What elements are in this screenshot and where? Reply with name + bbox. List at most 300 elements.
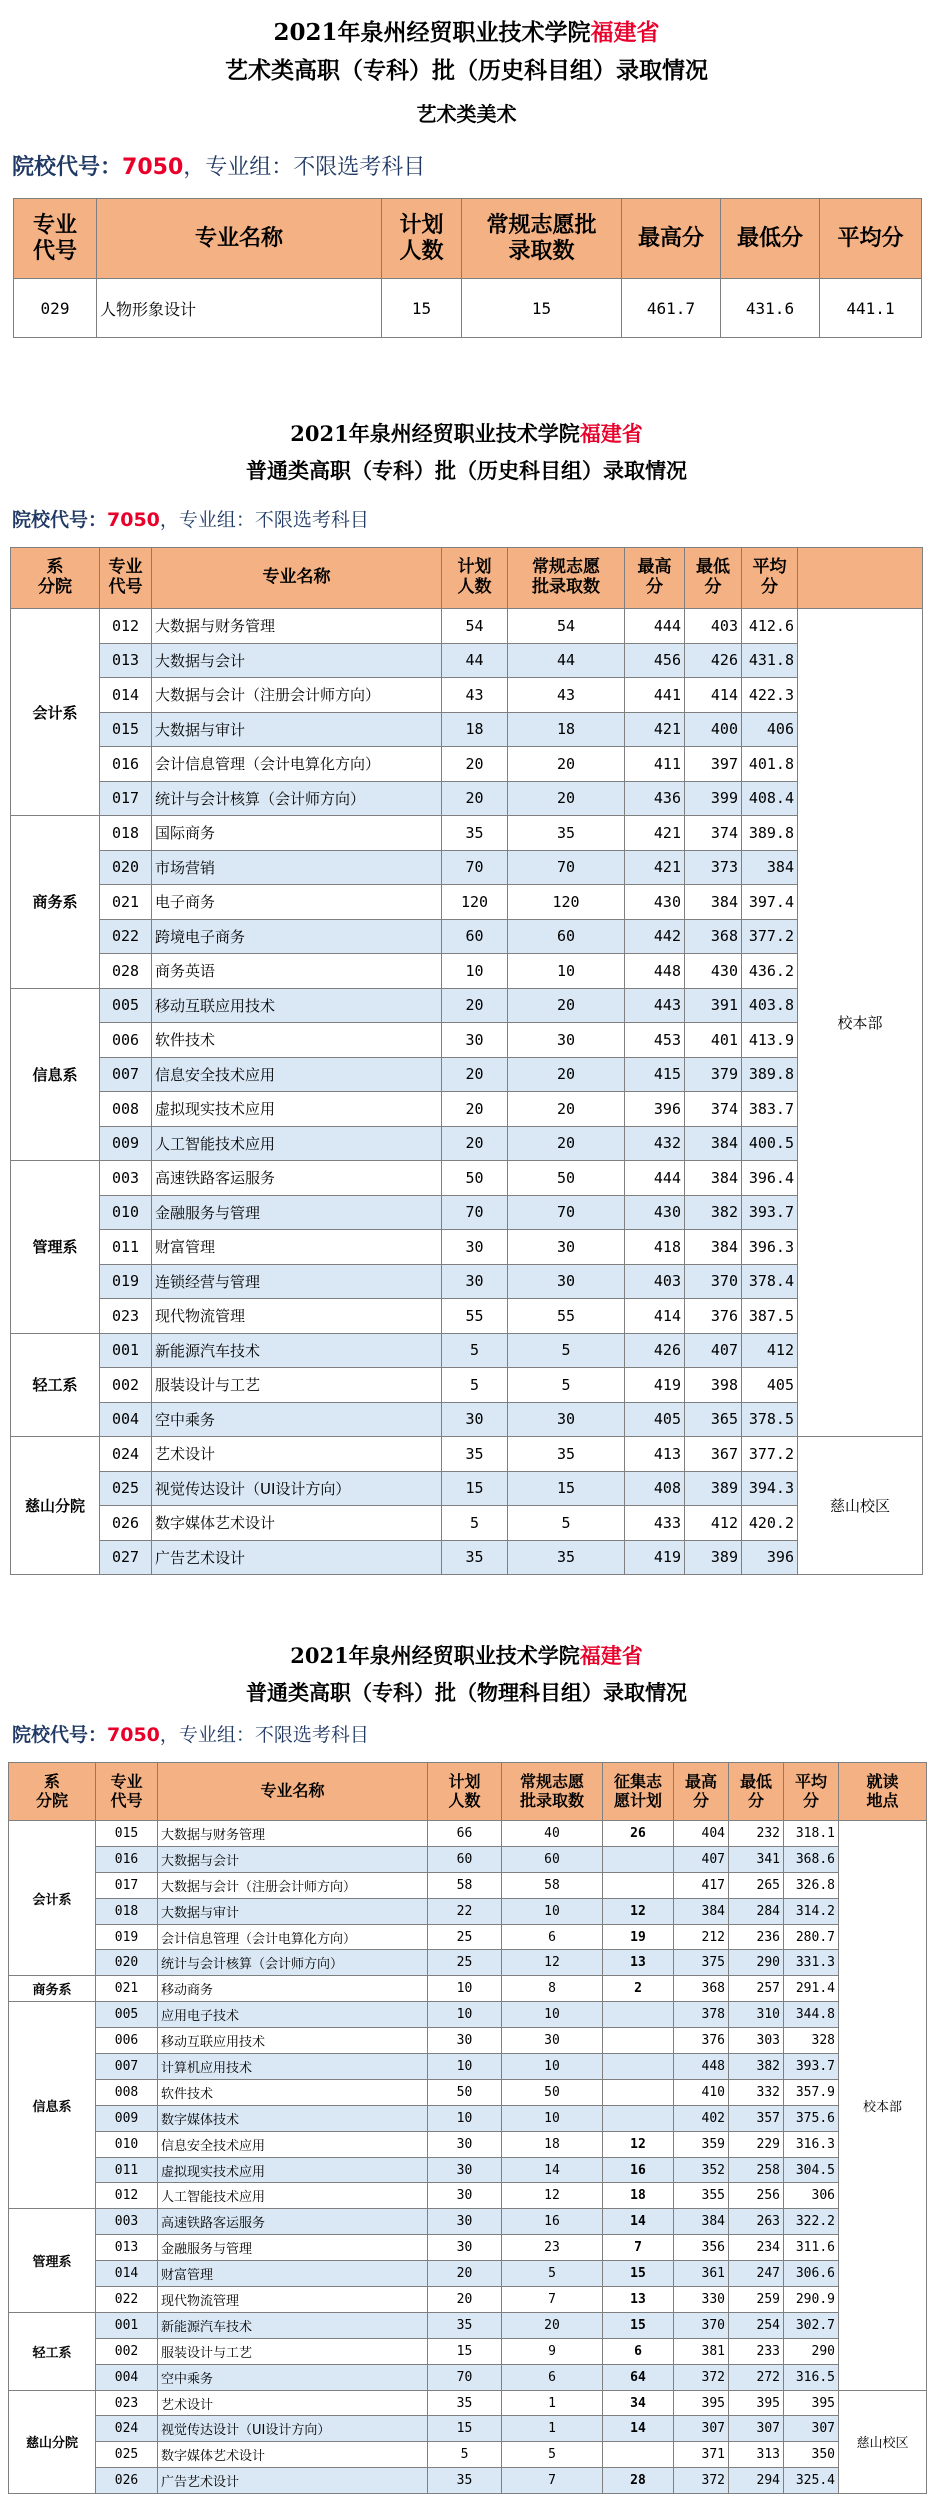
table-cell: 384	[674, 1898, 729, 1924]
table-cell: 018	[100, 816, 152, 851]
table-cell: 人物形象设计	[97, 279, 382, 338]
table-cell: 025	[100, 1471, 152, 1506]
column-header: 最高 分	[625, 548, 685, 609]
table-cell: 60	[442, 919, 508, 954]
table-cell: 23	[502, 2235, 603, 2261]
table-cell: 395	[784, 2390, 839, 2416]
table-cell: 连锁经营与管理	[152, 1264, 442, 1299]
table-cell: 1	[502, 2416, 603, 2442]
table-cell: 005	[100, 988, 152, 1023]
table-cell: 008	[96, 2079, 158, 2105]
table-cell: 移动商务	[158, 1976, 428, 2002]
table-cell: 35	[442, 816, 508, 851]
table-cell: 444	[625, 609, 685, 644]
table-cell: 002	[96, 2338, 158, 2364]
table-cell: 212	[674, 1924, 729, 1950]
table-cell: 389.8	[742, 1057, 798, 1092]
table-cell: 30	[508, 1230, 625, 1265]
table-cell: 025	[96, 2442, 158, 2468]
table-cell: 14	[502, 2157, 603, 2183]
table-row	[11, 678, 923, 713]
table-cell: 30	[428, 2028, 502, 2054]
table-cell: 14	[603, 2209, 674, 2235]
table-cell: 30	[428, 2209, 502, 2235]
table-row	[9, 2105, 927, 2131]
table-row	[9, 2131, 927, 2157]
table-cell: 44	[442, 643, 508, 678]
table-cell: 404	[674, 1821, 729, 1847]
table-cell: 016	[96, 1846, 158, 1872]
table-cell	[603, 2105, 674, 2131]
table-cell: 436.2	[742, 954, 798, 989]
table-cell: 256	[729, 2183, 784, 2209]
table-cell: 015	[100, 712, 152, 747]
table-cell: 407	[674, 1846, 729, 1872]
dept-cell: 商务系	[9, 1976, 96, 2002]
table-cell: 广告艺术设计	[152, 1540, 442, 1575]
table-cell: 406	[742, 712, 798, 747]
table-cell: 007	[96, 2054, 158, 2080]
table-cell: 393.7	[742, 1195, 798, 1230]
table-cell: 310	[729, 2002, 784, 2028]
table-cell: 384	[685, 1126, 742, 1161]
table-cell: 008	[100, 1092, 152, 1127]
table-cell: 236	[729, 1924, 784, 1950]
table-cell: 294	[729, 2468, 784, 2494]
table-cell: 统计与会计核算（会计师方向）	[158, 1950, 428, 1976]
table-row	[11, 1057, 923, 1092]
table-cell: 258	[729, 2157, 784, 2183]
table-cell: 市场营销	[152, 850, 442, 885]
table-cell: 370	[674, 2312, 729, 2338]
table-cell: 405	[625, 1402, 685, 1437]
column-header: 最高分	[622, 199, 721, 279]
table-row	[11, 609, 923, 644]
table-row	[9, 1872, 927, 1898]
table-cell: 大数据与审计	[158, 1898, 428, 1924]
table-cell: 232	[729, 1821, 784, 1847]
table-cell: 信息安全技术应用	[152, 1057, 442, 1092]
table-cell: 311.6	[784, 2235, 839, 2261]
table-cell: 移动互联应用技术	[152, 988, 442, 1023]
table-cell: 247	[729, 2261, 784, 2287]
table-cell: 350	[784, 2442, 839, 2468]
table-cell: 10	[428, 1976, 502, 2002]
table-cell: 367	[685, 1437, 742, 1472]
table-cell: 421	[625, 816, 685, 851]
campus-cell: 慈山校区	[798, 1437, 923, 1575]
table-cell: 004	[96, 2364, 158, 2390]
table-cell: 43	[508, 678, 625, 713]
table-cell: 010	[96, 2131, 158, 2157]
table-cell: 395	[729, 2390, 784, 2416]
table-cell	[603, 2002, 674, 2028]
table-cell: 高速铁路客运服务	[152, 1161, 442, 1196]
table-cell: 20	[442, 1126, 508, 1161]
table-cell: 7	[502, 2468, 603, 2494]
table-cell: 357	[729, 2105, 784, 2131]
sec1-school-code-line: 院校代号：7050，专业组：不限选考科目	[12, 155, 426, 180]
table-cell: 402	[674, 2105, 729, 2131]
table-cell: 344.8	[784, 2002, 839, 2028]
table-cell: 服装设计与工艺	[152, 1368, 442, 1403]
dept-cell: 会计系	[9, 1821, 96, 1976]
table-row	[9, 2364, 927, 2390]
table-cell: 383.7	[742, 1092, 798, 1127]
table-cell: 35	[428, 2312, 502, 2338]
table-cell: 7	[603, 2235, 674, 2261]
column-header: 常规志愿 批录取数	[508, 548, 625, 609]
table-cell: 381	[674, 2338, 729, 2364]
table-cell: 421	[625, 712, 685, 747]
sec3-title: 2021年泉州经贸职业技术学院福建省	[290, 1643, 643, 1668]
table-cell: 396	[742, 1540, 798, 1575]
dept-cell: 轻工系	[11, 1333, 100, 1437]
table-row	[9, 1950, 927, 1976]
table-cell: 022	[100, 919, 152, 954]
table-cell: 442	[625, 919, 685, 954]
table-row	[9, 2157, 927, 2183]
table-cell: 405	[742, 1368, 798, 1403]
table-cell: 234	[729, 2235, 784, 2261]
sec3-subtitle: 普通类高职（专科）批（物理科目组）录取情况	[246, 1680, 687, 1705]
table-row	[11, 1092, 923, 1127]
table-cell: 384	[685, 885, 742, 920]
table-cell: 66	[428, 1821, 502, 1847]
table-cell: 023	[100, 1299, 152, 1334]
table-cell: 421	[625, 850, 685, 885]
table-cell: 265	[729, 1872, 784, 1898]
dept-cell: 慈山分院	[9, 2390, 96, 2494]
table-cell: 15	[603, 2261, 674, 2287]
table-cell: 5	[442, 1506, 508, 1541]
column-header: 专业 代号	[14, 199, 97, 279]
table-cell: 432	[625, 1126, 685, 1161]
table-cell: 422.3	[742, 678, 798, 713]
table-cell: 20	[442, 1057, 508, 1092]
table-cell: 60	[428, 1846, 502, 1872]
table-cell: 35	[508, 1540, 625, 1575]
table-cell: 新能源汽车技术	[158, 2312, 428, 2338]
table-cell: 026	[96, 2468, 158, 2494]
table-cell: 70	[508, 850, 625, 885]
table-cell: 20	[442, 1092, 508, 1127]
table-cell: 229	[729, 2131, 784, 2157]
table-cell: 现代物流管理	[152, 1299, 442, 1334]
table-cell: 服装设计与工艺	[158, 2338, 428, 2364]
table-row	[9, 1898, 927, 1924]
table-cell: 软件技术	[158, 2079, 428, 2105]
table-cell: 20	[442, 747, 508, 782]
table-cell	[603, 2054, 674, 2080]
table-cell: 30	[442, 1264, 508, 1299]
table-row	[9, 2079, 927, 2105]
table-cell: 10	[502, 2054, 603, 2080]
table-cell: 263	[729, 2209, 784, 2235]
table-cell: 20	[442, 781, 508, 816]
table-cell: 40	[502, 1821, 603, 1847]
table-cell: 现代物流管理	[158, 2287, 428, 2313]
table-cell: 大数据与财务管理	[158, 1821, 428, 1847]
table-cell: 5	[502, 2261, 603, 2287]
table-cell: 009	[96, 2105, 158, 2131]
table-cell: 大数据与会计	[152, 643, 442, 678]
table-cell: 027	[100, 1540, 152, 1575]
table-cell: 10	[502, 1898, 603, 1924]
table-cell: 359	[674, 2131, 729, 2157]
table-cell: 378.5	[742, 1402, 798, 1437]
table-cell: 视觉传达设计（UI设计方向）	[152, 1471, 442, 1506]
table-cell: 014	[100, 678, 152, 713]
table-cell: 412.6	[742, 609, 798, 644]
table-cell: 280.7	[784, 1924, 839, 1950]
table-cell: 441	[625, 678, 685, 713]
table-cell: 26	[603, 1821, 674, 1847]
table-cell: 艺术设计	[158, 2390, 428, 2416]
table-cell: 22	[428, 1898, 502, 1924]
table-cell: 25	[428, 1950, 502, 1976]
table-cell: 70	[508, 1195, 625, 1230]
table-cell: 19	[603, 1924, 674, 1950]
table-cell: 1	[502, 2390, 603, 2416]
table-row	[11, 1023, 923, 1058]
table-cell: 004	[100, 1402, 152, 1437]
table-cell: 20	[508, 1057, 625, 1092]
table-cell: 空中乘务	[158, 2364, 428, 2390]
table-cell: 20	[428, 2287, 502, 2313]
table-cell: 430	[625, 1195, 685, 1230]
table-cell: 011	[96, 2157, 158, 2183]
table-cell: 001	[100, 1333, 152, 1368]
table-row	[9, 2054, 927, 2080]
campus-cell: 慈山校区	[839, 2390, 927, 2494]
table-cell: 数字媒体艺术设计	[158, 2442, 428, 2468]
table-cell: 50	[428, 2079, 502, 2105]
table-cell: 25	[428, 1924, 502, 1950]
table-cell: 002	[100, 1368, 152, 1403]
table-cell: 394.3	[742, 1471, 798, 1506]
table-cell: 328	[784, 2028, 839, 2054]
table-cell: 272	[729, 2364, 784, 2390]
table-row	[11, 885, 923, 920]
table-row	[9, 1846, 927, 1872]
table-cell: 30	[508, 1264, 625, 1299]
table-cell: 34	[603, 2390, 674, 2416]
table-row	[9, 2338, 927, 2364]
table-cell: 55	[442, 1299, 508, 1334]
table-cell: 433	[625, 1506, 685, 1541]
sec2-title: 2021年泉州经贸职业技术学院福建省	[290, 421, 643, 446]
dept-cell: 会计系	[11, 609, 100, 816]
column-header: 常规志愿批 录取数	[462, 199, 622, 279]
table-row	[9, 2209, 927, 2235]
table-cell: 国际商务	[152, 816, 442, 851]
table-cell: 30	[428, 2157, 502, 2183]
table-cell: 020	[100, 850, 152, 885]
table-row	[9, 2183, 927, 2209]
table-cell: 15	[508, 1471, 625, 1506]
table-cell: 空中乘务	[152, 1402, 442, 1437]
sec1-category: 艺术类美术	[416, 102, 517, 126]
table-cell: 023	[96, 2390, 158, 2416]
table-cell: 389	[685, 1540, 742, 1575]
table-cell: 30	[428, 2131, 502, 2157]
table-cell: 12	[603, 2131, 674, 2157]
dept-cell: 管理系	[11, 1161, 100, 1334]
table-cell: 389.8	[742, 816, 798, 851]
table-cell: 370	[685, 1264, 742, 1299]
table-cell: 029	[14, 279, 97, 338]
table-cell: 5	[508, 1368, 625, 1403]
table-cell: 257	[729, 1976, 784, 2002]
table-cell: 395	[674, 2390, 729, 2416]
table-cell: 20	[428, 2261, 502, 2287]
table-cell: 412	[685, 1506, 742, 1541]
table-cell: 财富管理	[152, 1230, 442, 1265]
table-cell: 35	[442, 1437, 508, 1472]
table-cell: 331.3	[784, 1950, 839, 1976]
column-header: 就读 地点	[839, 1763, 927, 1821]
table-cell: 414	[685, 678, 742, 713]
table-cell: 415	[625, 1057, 685, 1092]
table-cell: 382	[685, 1195, 742, 1230]
table-row	[11, 1506, 923, 1541]
table-cell: 376	[674, 2028, 729, 2054]
table-cell: 7	[502, 2287, 603, 2313]
table-cell: 30	[508, 1023, 625, 1058]
table-cell: 024	[96, 2416, 158, 2442]
table-cell: 408.4	[742, 781, 798, 816]
table-cell: 高速铁路客运服务	[158, 2209, 428, 2235]
table-row	[11, 1437, 923, 1472]
sec2-table	[10, 547, 923, 1575]
table-cell: 012	[96, 2183, 158, 2209]
table-cell: 10	[428, 2105, 502, 2131]
column-header: 平均 分	[742, 548, 798, 609]
table-cell: 368	[674, 1976, 729, 2002]
table-cell: 15	[428, 2416, 502, 2442]
table-cell: 15	[603, 2312, 674, 2338]
table-cell: 290	[729, 1950, 784, 1976]
table-cell: 377.2	[742, 1437, 798, 1472]
table-cell: 大数据与财务管理	[152, 609, 442, 644]
table-cell: 15	[428, 2338, 502, 2364]
column-header: 最低 分	[729, 1763, 784, 1821]
table-cell: 13	[603, 2287, 674, 2313]
table-cell: 20	[442, 988, 508, 1023]
table-cell: 284	[729, 1898, 784, 1924]
table-cell: 12	[502, 2183, 603, 2209]
table-cell: 30	[442, 1402, 508, 1437]
column-header: 征集志 愿计划	[603, 1763, 674, 1821]
table-cell: 007	[100, 1057, 152, 1092]
table-cell: 18	[508, 712, 625, 747]
table-cell: 021	[96, 1976, 158, 2002]
table-cell: 365	[685, 1402, 742, 1437]
table-cell: 新能源汽车技术	[152, 1333, 442, 1368]
table-cell: 35	[428, 2468, 502, 2494]
table-cell: 12	[502, 1950, 603, 1976]
table-cell: 304.5	[784, 2157, 839, 2183]
table-row	[11, 988, 923, 1023]
table-cell: 341	[729, 1846, 784, 1872]
table-cell	[603, 2442, 674, 2468]
table-row	[9, 1821, 927, 1847]
table-cell	[603, 2079, 674, 2105]
table-cell: 375.6	[784, 2105, 839, 2131]
table-cell: 444	[625, 1161, 685, 1196]
table-cell: 视觉传达设计（UI设计方向）	[158, 2416, 428, 2442]
table-cell: 306	[784, 2183, 839, 2209]
table-cell: 307	[784, 2416, 839, 2442]
table-cell	[603, 2028, 674, 2054]
table-cell: 20	[502, 2312, 603, 2338]
table-cell: 306.6	[784, 2261, 839, 2287]
table-cell: 18	[442, 712, 508, 747]
table-cell: 026	[100, 1506, 152, 1541]
table-cell: 368.6	[784, 1846, 839, 1872]
table-cell: 382	[729, 2054, 784, 2080]
table-cell: 信息安全技术应用	[158, 2131, 428, 2157]
table-cell: 5	[442, 1333, 508, 1368]
table-cell: 426	[625, 1333, 685, 1368]
table-cell: 407	[685, 1333, 742, 1368]
column-header: 计划 人数	[428, 1763, 502, 1821]
table-cell: 379	[685, 1057, 742, 1092]
table-cell: 13	[603, 1950, 674, 1976]
table-cell: 020	[96, 1950, 158, 1976]
table-row	[11, 1333, 923, 1368]
table-cell: 017	[96, 1872, 158, 1898]
table-cell: 012	[100, 609, 152, 644]
table-row	[11, 1471, 923, 1506]
table-cell: 403	[685, 609, 742, 644]
table-cell: 大数据与审计	[152, 712, 442, 747]
table-cell: 419	[625, 1540, 685, 1575]
table-cell: 44	[508, 643, 625, 678]
table-cell: 009	[100, 1126, 152, 1161]
table-cell: 024	[100, 1437, 152, 1472]
table-cell: 318.1	[784, 1821, 839, 1847]
column-header: 平均 分	[784, 1763, 839, 1821]
table-cell: 441.1	[820, 279, 922, 338]
sec3-table	[8, 1762, 927, 2494]
column-header: 平均分	[820, 199, 922, 279]
table-cell: 20	[508, 1092, 625, 1127]
table-cell: 艺术设计	[152, 1437, 442, 1472]
table-row	[11, 850, 923, 885]
sec2-school-code-line: 院校代号：7050，专业组：不限选考科目	[12, 509, 369, 531]
table-cell: 410	[674, 2079, 729, 2105]
column-header: 最高 分	[674, 1763, 729, 1821]
table-cell: 461.7	[622, 279, 721, 338]
table-cell: 014	[96, 2261, 158, 2287]
table-cell: 20	[508, 747, 625, 782]
table-cell: 400	[685, 712, 742, 747]
table-cell: 20	[508, 781, 625, 816]
table-cell: 011	[100, 1230, 152, 1265]
table-cell: 443	[625, 988, 685, 1023]
table-cell: 384	[685, 1230, 742, 1265]
table-cell: 302.7	[784, 2312, 839, 2338]
table-cell: 数字媒体艺术设计	[152, 1506, 442, 1541]
table-cell: 013	[96, 2235, 158, 2261]
table-cell: 金融服务与管理	[158, 2235, 428, 2261]
table-cell: 419	[625, 1368, 685, 1403]
table-cell: 233	[729, 2338, 784, 2364]
table-cell: 14	[603, 2416, 674, 2442]
table-cell: 307	[729, 2416, 784, 2442]
